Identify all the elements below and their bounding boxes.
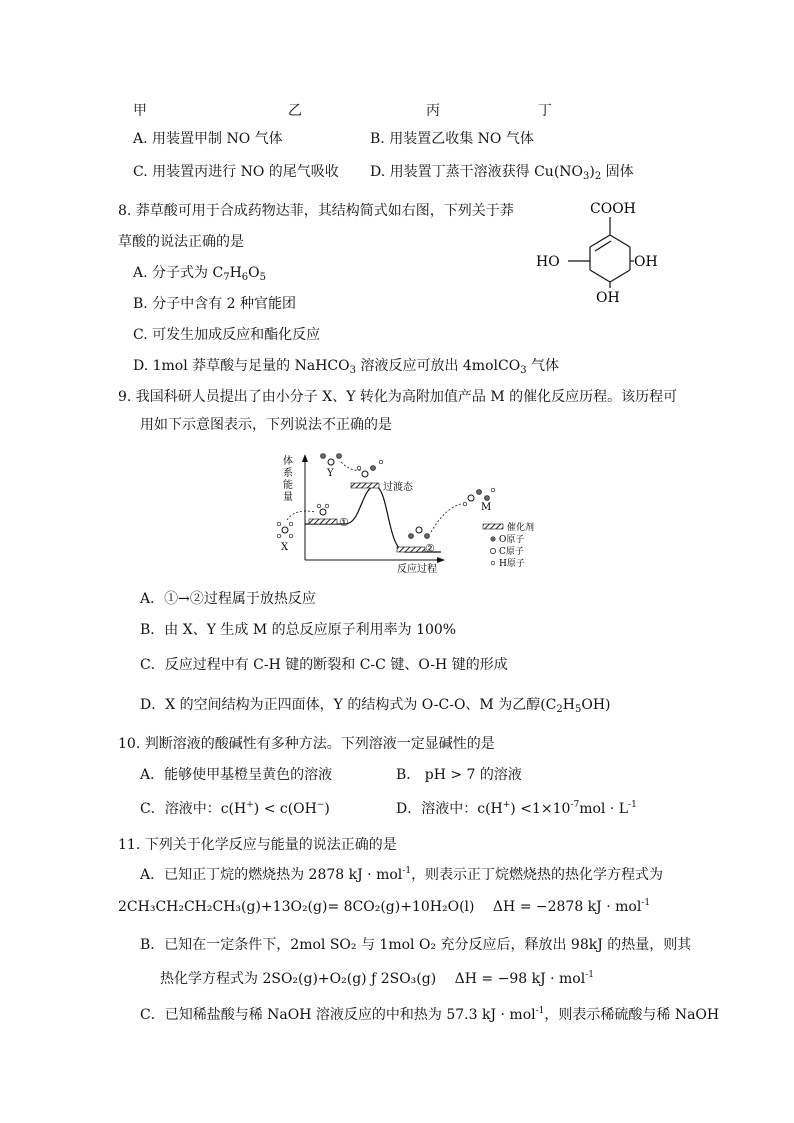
q8-option-b: B. 分子中含有 2 种官能团 — [133, 296, 296, 312]
q9-d-prefix: D．X 的空间结构为正四面体，Y 的结构式为 O-C-O、M 为乙醇(C — [140, 697, 557, 713]
q11-b-line2 — [160, 968, 594, 988]
q8-option-c: C. 可发生加成反应和酯化反应 — [133, 327, 321, 343]
q10-c-sup1: + — [246, 800, 254, 810]
q8-option-a — [133, 262, 266, 283]
q9-option-d — [140, 694, 611, 715]
molecule-y-label: Y — [327, 468, 334, 479]
state-circle-2: ② — [425, 542, 435, 555]
q8-a-prefix: A. 分子式为 C — [133, 265, 224, 281]
q11-a-equation — [118, 898, 650, 915]
q9-option-c: C．反应过程中有 C-H 键的断裂和 C-C 键、O-H 键的形成 — [140, 657, 508, 673]
q8-d-s2: 3 — [520, 365, 527, 376]
q10-stem: 10. 判断溶液的酸碱性有多种方法。下列溶液一定显碱性的是 — [118, 736, 495, 752]
q8-stem-line2: 草酸的说法正确的是 — [118, 234, 244, 250]
q8-a-o: O — [248, 265, 260, 281]
q11-a-line1 — [140, 864, 663, 884]
q9-d-s2: 5 — [574, 704, 582, 715]
molecule-x-label: X — [281, 542, 289, 553]
q11-stem: 11. 下列关于化学反应与能量的说法正确的是 — [118, 837, 397, 853]
q11-b-line1: B．已知在一定条件下，2mol SO₂ 与 1mol O₂ 充分反应后，释放出 98kJ 的热量，则其 — [140, 937, 692, 953]
q7-d-sub3: 3 — [583, 171, 590, 182]
q11-a-prefix: A．已知正丁烷的燃烧热为 2878 kJ · mol — [140, 867, 403, 883]
q8-d-prefix: D. 1mol 莽草酸与足量的 NaHCO — [133, 358, 350, 374]
q10-option-c — [140, 798, 330, 818]
axis-x-label: 反应过程 — [397, 564, 437, 575]
q10-option-a: A．能够使甲基橙呈黄色的溶液 — [140, 767, 333, 783]
q9-d-suffix: OH) — [581, 697, 611, 713]
q8-d-s1: 3 — [349, 365, 356, 376]
q7-d-suffix: 固体 — [601, 164, 634, 180]
transition-state-label: 过渡态 — [383, 482, 413, 493]
q11-b-eq: 热化学方程式为 2SO₂(g)+O₂(g) ƒ 2SO₃(g) — [160, 971, 437, 987]
q7-option-d — [370, 161, 634, 182]
reaction-energy-diagram — [265, 448, 555, 578]
q9-option-b: B．由 X、Y 生成 M 的总反应原子利用率为 100% — [140, 622, 457, 638]
q7-d-formula: (NO — [553, 164, 584, 180]
q8-a-h: H — [229, 265, 242, 281]
structure-oh-left: HO — [536, 254, 560, 270]
adsorbed-molecule-2 — [409, 527, 430, 539]
q11-a-sup: -1 — [402, 866, 412, 876]
q9-d-s1: 2 — [556, 704, 563, 715]
q11-a-eq: 2CH₃CH₂CH₂CH₃(g)+13O₂(g)= 8CO₂(g)+10H₂O(l) — [118, 899, 475, 915]
q7-d-close: ) — [589, 164, 595, 180]
q10-c-close: ) — [324, 801, 330, 817]
q10-d-sup1: + — [502, 800, 511, 810]
legend-c-atom: C原子 — [499, 547, 524, 557]
transition-molecule — [357, 460, 383, 477]
device-label-jia: 甲 — [133, 103, 147, 119]
q8-a-s1: 7 — [223, 272, 230, 283]
q7-d-prefix: D. 用装置丁蒸干溶液获得 Cu — [370, 164, 554, 180]
axis-y-char2: 系 — [283, 468, 293, 479]
q11-b-dh: ΔH = −98 kJ · mol — [454, 971, 586, 987]
q11-c-sup: -1 — [535, 1006, 545, 1016]
structure-oh-right: OH — [634, 254, 658, 270]
q11-a-suffix: ，则表示正丁烷燃烧热的热化学方程式为 — [411, 867, 664, 883]
q8-a-s3: 5 — [259, 272, 267, 283]
q11-a-dh: ΔH = −2878 kJ · mol — [492, 899, 642, 915]
shikimic-acid-structure — [530, 195, 660, 310]
molecule-y — [321, 454, 342, 466]
q7-option-a: A. 用装置甲制 NO 气体 — [133, 131, 283, 147]
q9-option-a: A．①→②过程属于放热反应 — [140, 591, 316, 607]
q11-a-dh-sup: -1 — [641, 898, 651, 908]
q8-a-s2: 6 — [241, 272, 249, 283]
q10-d-mid: ) <1×10 — [510, 801, 571, 817]
q7-option-c: C. 用装置丙进行 NO 的尾气吸收 — [133, 164, 339, 180]
q8-stem-line1: 8. 莽草酸可用于合成药物达菲，其结构简式如右图，下列关于莽 — [118, 203, 514, 219]
q11-b-dh-sup: -1 — [585, 970, 594, 980]
device-label-yi: 乙 — [288, 103, 302, 119]
q9-stem-line1: 9. 我国科研人员提出了由小分子 X、Y 转化为高附加值产品 M 的催化反应历程。该历程可 — [118, 389, 678, 405]
q8-d-mid: 溶液反应可放出 4molCO — [356, 358, 521, 374]
axis-y-char3: 能 — [283, 480, 293, 491]
molecule-x — [277, 522, 293, 538]
device-label-bing: 丙 — [426, 103, 440, 119]
q10-c-sup2: − — [316, 800, 325, 810]
q11-c-line1 — [140, 1004, 719, 1024]
q10-d-sup2: -7 — [570, 800, 580, 810]
legend-catalyst: 催化剂 — [507, 523, 535, 533]
adsorbed-molecule-1 — [317, 504, 329, 515]
q10-c-prefix: C．溶液中：c(H — [140, 801, 247, 817]
q10-d-unit: mol · L — [579, 801, 629, 817]
q10-option-b: B． pH > 7 的溶液 — [396, 767, 522, 783]
q10-d-sup3: -1 — [628, 800, 637, 810]
q11-c-suffix: ，则表示稀硫酸与稀 NaOH — [544, 1007, 720, 1023]
state-circle-1: ① — [339, 516, 349, 529]
q11-c-prefix: C．已知稀盐酸与稀 NaOH 溶液反应的中和热为 57.3 kJ · mol — [140, 1007, 536, 1023]
axis-y-char4: 量 — [283, 492, 293, 503]
q10-d-prefix: D．溶液中：c(H — [396, 801, 503, 817]
q9-stem-line2: 用如下示意图表示，下列说法不正确的是 — [140, 417, 392, 433]
molecule-m-label: M — [481, 502, 492, 513]
q10-c-mid: ) < c(OH — [253, 801, 317, 817]
q8-d-suffix: 气体 — [526, 358, 560, 374]
q7-option-b: B. 用装置乙收集 NO 气体 — [370, 131, 534, 147]
legend-h-atom: H原子 — [499, 559, 525, 569]
q10-option-d — [396, 798, 637, 818]
q7-d-sub2: 2 — [594, 171, 602, 182]
device-label-ding: 丁 — [538, 103, 552, 119]
q9-d-h: H — [562, 697, 575, 713]
axis-y-char1: 体 — [283, 456, 293, 467]
structure-cooh: COOH — [590, 201, 636, 217]
structure-oh-bottom: OH — [596, 290, 620, 306]
q8-option-d — [133, 355, 559, 376]
legend-o-atom: O原子 — [499, 535, 525, 545]
